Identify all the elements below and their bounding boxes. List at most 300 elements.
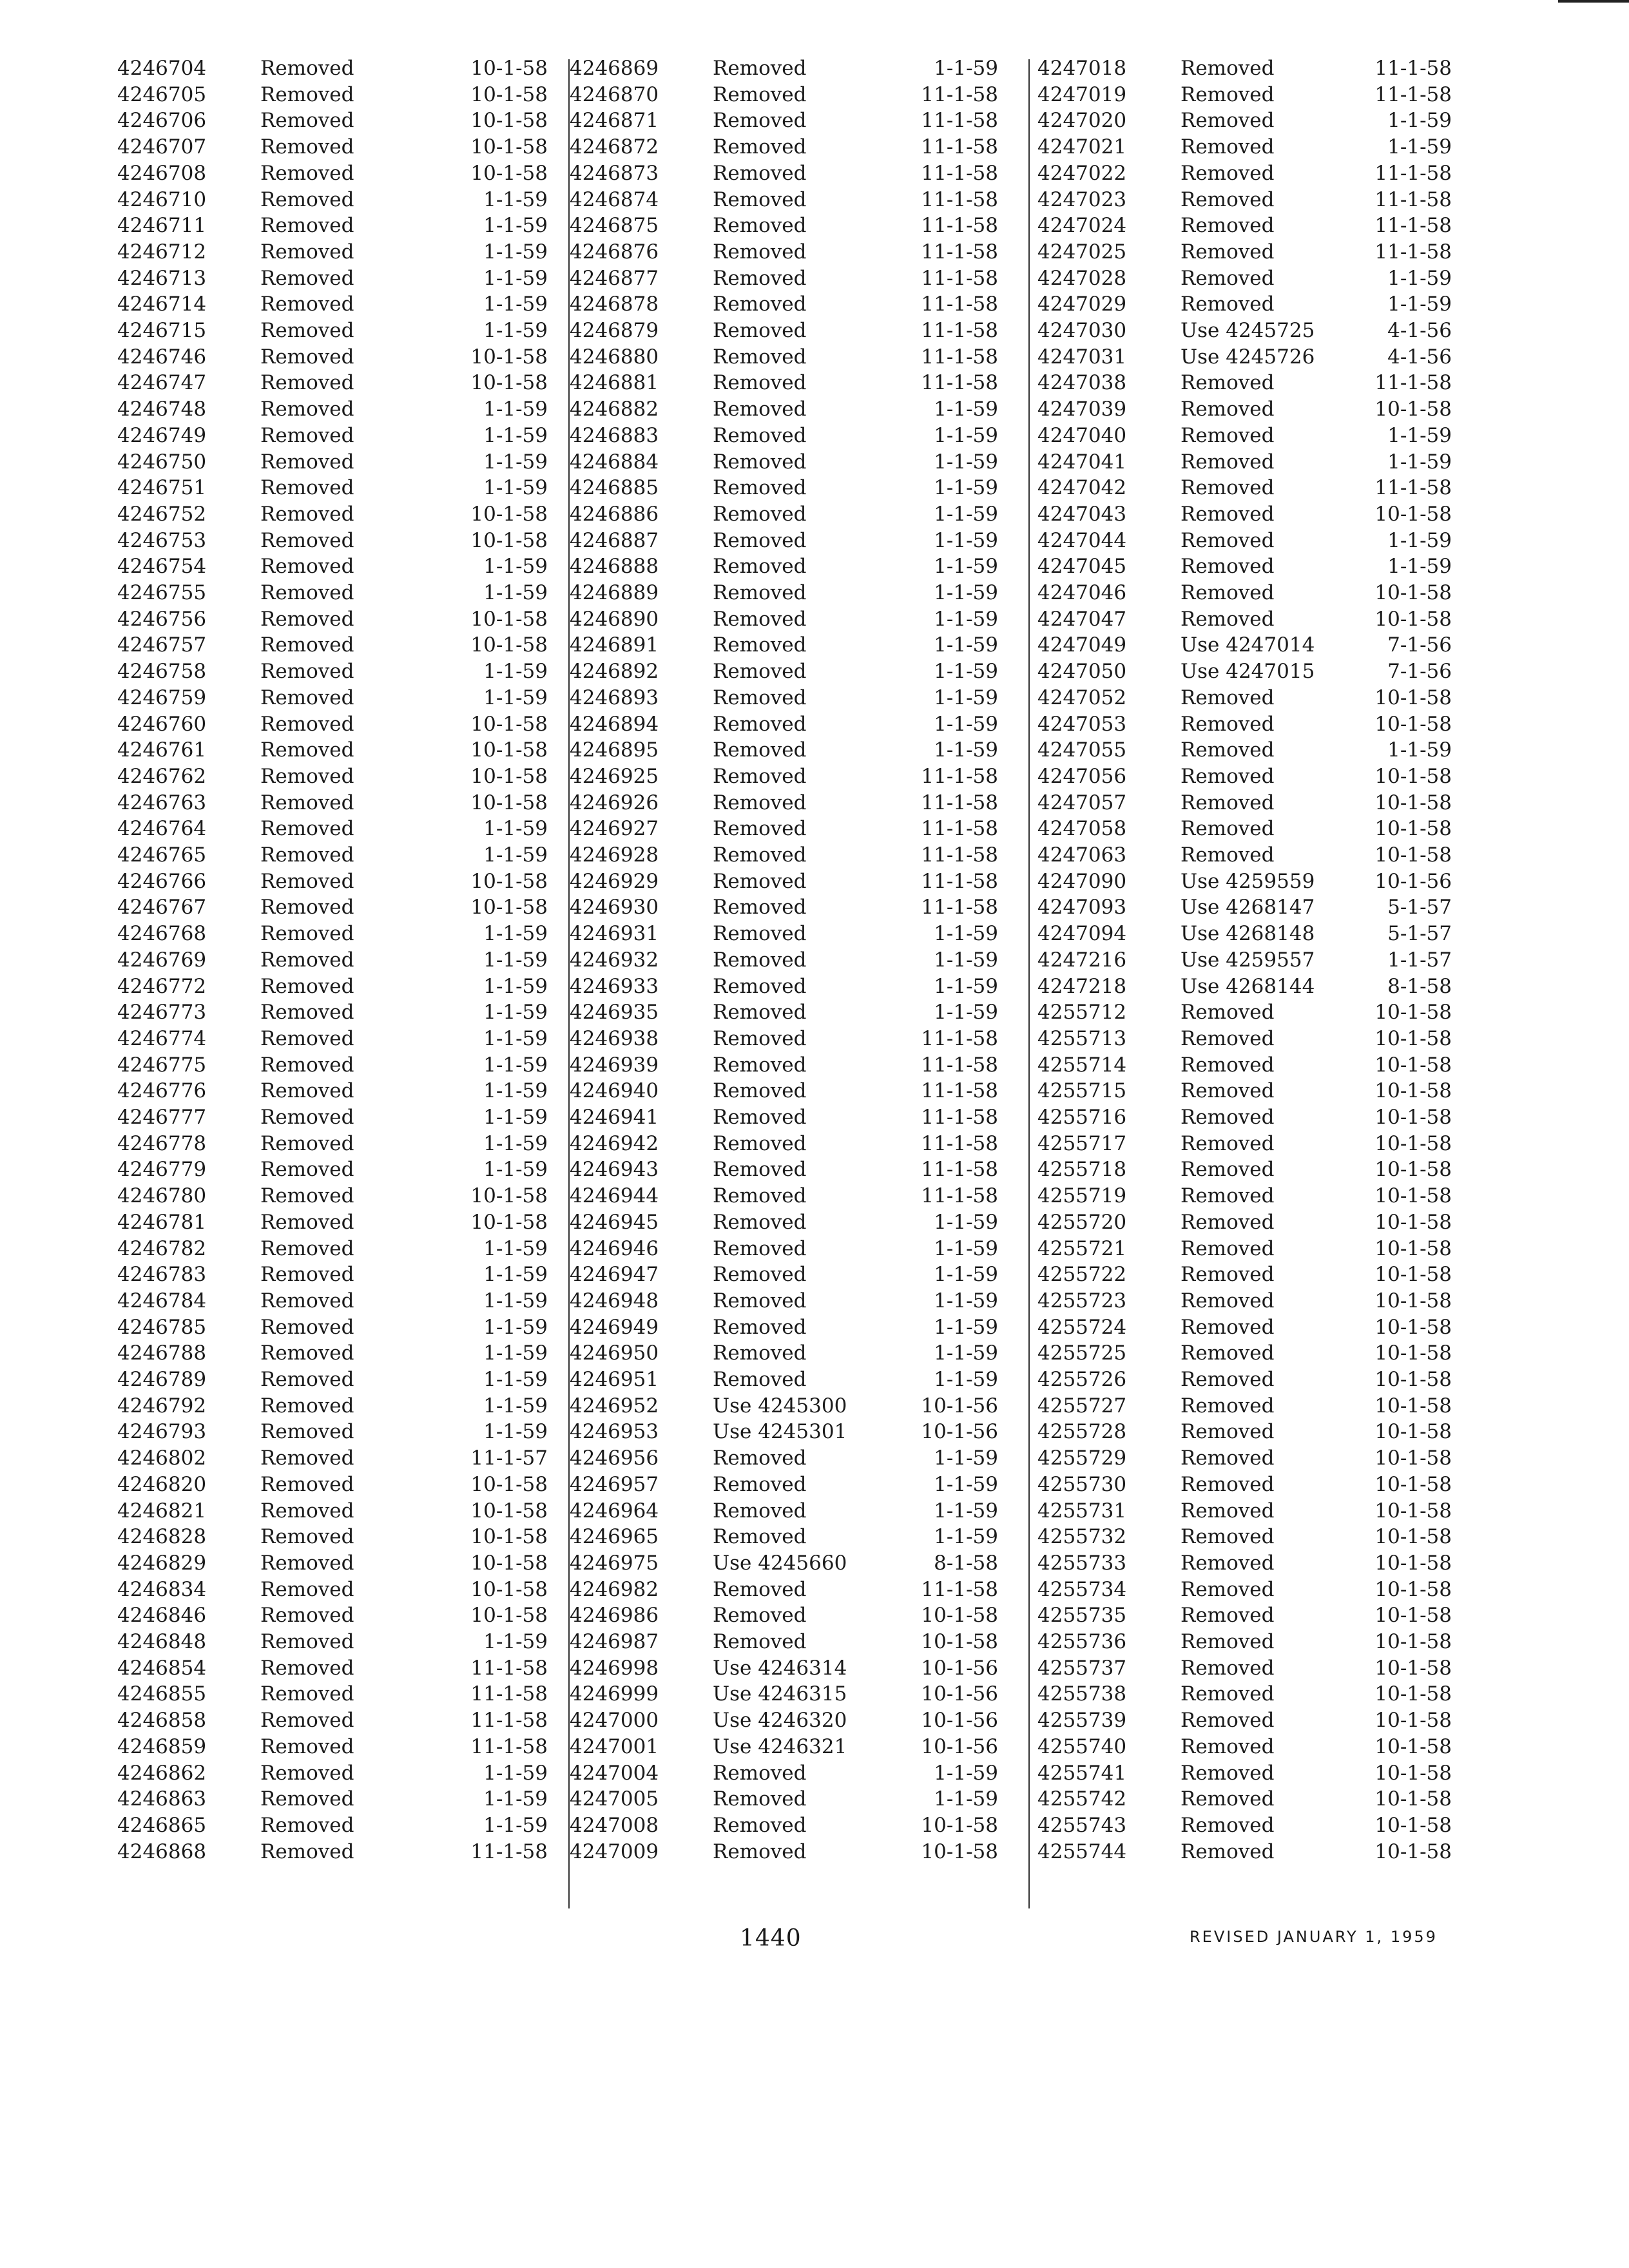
part-status: Removed: [1181, 1106, 1275, 1129]
status-date: 1-1-59: [1387, 266, 1452, 290]
part-status: Removed: [713, 1001, 807, 1024]
part-number: 4246848: [117, 1630, 207, 1653]
part-number: 4246879: [570, 319, 659, 342]
part-row: [570, 894, 998, 920]
part-number: 4246708: [117, 161, 207, 185]
part-row: [117, 711, 548, 737]
part-status: Removed: [713, 161, 807, 185]
part-number: 4246715: [117, 319, 207, 342]
part-row: [570, 1262, 998, 1287]
part-number: 4246834: [117, 1577, 207, 1601]
part-number: 4246858: [117, 1709, 207, 1733]
part-status: Removed: [260, 240, 354, 264]
part-status: Removed: [260, 1079, 354, 1103]
part-status: Removed: [713, 528, 807, 552]
status-date: 10-1-58: [1374, 1236, 1452, 1260]
part-row: [1037, 947, 1452, 973]
status-date: 1-1-59: [934, 528, 998, 552]
part-number: 4247052: [1037, 686, 1127, 709]
status-date: 11-1-58: [1374, 82, 1452, 106]
part-row: [570, 239, 998, 265]
status-date: 1-1-59: [483, 1131, 548, 1155]
part-number: 4246759: [117, 686, 207, 709]
status-date: 10-1-58: [1374, 1682, 1452, 1706]
part-row: [570, 1236, 998, 1262]
part-row: [1037, 632, 1452, 658]
part-row: [117, 1812, 548, 1838]
part-number: 4246878: [570, 293, 659, 316]
status-date: 10-1-58: [1374, 1709, 1452, 1733]
part-status: Removed: [713, 974, 807, 998]
part-number: 4246768: [117, 922, 207, 946]
part-row: [1037, 580, 1452, 606]
part-status: Removed: [260, 1787, 354, 1811]
part-status: Removed: [713, 1106, 807, 1129]
status-date: 11-1-58: [1374, 57, 1452, 80]
part-row: [570, 1209, 998, 1235]
part-number: 4246874: [570, 187, 659, 211]
part-row: [1037, 869, 1452, 894]
status-date: 1-1-59: [483, 1368, 548, 1391]
status-date: 11-1-58: [921, 371, 998, 395]
part-number: 4246758: [117, 660, 207, 684]
part-number: 4246886: [570, 502, 659, 526]
status-date: 1-1-59: [483, 1813, 548, 1837]
part-number: 4246952: [570, 1394, 659, 1418]
status-date: 1-1-59: [483, 974, 548, 998]
status-date: 10-1-56: [921, 1656, 998, 1680]
status-date: 11-1-58: [921, 266, 998, 290]
part-number: 4246755: [117, 581, 207, 604]
status-date: 1-1-59: [934, 502, 998, 526]
part-number: 4255727: [1037, 1394, 1127, 1418]
part-row: [117, 1262, 548, 1287]
status-date: 1-1-59: [934, 1236, 998, 1260]
part-number: 4246778: [117, 1131, 207, 1155]
part-row: [570, 947, 998, 973]
status-date: 11-1-58: [1374, 371, 1452, 395]
part-status: Removed: [1181, 502, 1275, 526]
part-status: Removed: [713, 1289, 807, 1312]
part-row: [117, 1419, 548, 1445]
part-row: [1037, 1367, 1452, 1392]
part-number: 4246870: [570, 82, 659, 106]
part-row: [117, 658, 548, 684]
status-date: 10-1-58: [1374, 1394, 1452, 1418]
part-number: 4247004: [570, 1761, 659, 1785]
part-number: 4246752: [117, 502, 207, 526]
part-row: [570, 1445, 998, 1471]
part-status: Removed: [260, 1184, 354, 1208]
part-number: 4246859: [117, 1735, 207, 1758]
part-row: [117, 1602, 548, 1628]
status-date: 10-1-58: [470, 1525, 548, 1549]
part-status: Removed: [260, 607, 354, 631]
part-row: [1037, 1760, 1452, 1786]
status-date: 10-1-58: [1374, 1053, 1452, 1077]
part-row: [1037, 606, 1452, 632]
part-row: [570, 1367, 998, 1392]
column-divider: [1028, 59, 1030, 1908]
part-row: [570, 1602, 998, 1628]
part-row: [1037, 1602, 1452, 1628]
status-date: 1-1-59: [483, 948, 548, 972]
part-row: [117, 737, 548, 763]
part-row: [570, 606, 998, 632]
part-row: [1037, 160, 1452, 186]
status-date: 10-1-56: [1374, 869, 1452, 893]
part-status: Removed: [1181, 1315, 1275, 1339]
part-row: [117, 1209, 548, 1235]
part-number: 4255721: [1037, 1236, 1127, 1260]
part-row: [1037, 318, 1452, 343]
part-row: [117, 344, 548, 370]
status-date: 10-1-58: [1374, 1630, 1452, 1653]
part-status: Removed: [1181, 1210, 1275, 1234]
part-number: 4246779: [117, 1158, 207, 1182]
part-number: 4247040: [1037, 423, 1127, 447]
part-number: 4246938: [570, 1026, 659, 1050]
status-date: 1-1-59: [934, 398, 998, 421]
status-date: 10-1-58: [1374, 1131, 1452, 1155]
part-row: [1037, 423, 1452, 448]
status-date: 10-1-58: [470, 1210, 548, 1234]
status-date: 10-1-58: [470, 345, 548, 369]
status-date: 11-1-58: [921, 791, 998, 814]
part-row: [570, 1524, 998, 1550]
part-status: Removed: [260, 1813, 354, 1837]
part-number: 4255715: [1037, 1079, 1127, 1103]
part-status: Removed: [1181, 398, 1275, 421]
part-number: 4247005: [570, 1787, 659, 1811]
part-row: [570, 580, 998, 606]
part-status: Use 4246320: [713, 1709, 847, 1733]
status-date: 11-1-58: [921, 1158, 998, 1182]
status-date: 1-1-59: [934, 581, 998, 604]
part-status: Removed: [260, 896, 354, 919]
part-status: Removed: [1181, 712, 1275, 736]
part-row: [570, 921, 998, 947]
status-date: 11-1-58: [921, 896, 998, 919]
part-row: [1037, 1498, 1452, 1524]
part-row: [1037, 790, 1452, 816]
status-date: 7-1-56: [1387, 633, 1452, 657]
status-date: 10-1-58: [1374, 817, 1452, 841]
part-status: Removed: [713, 345, 807, 369]
status-date: 1-1-59: [483, 817, 548, 841]
status-date: 1-1-59: [483, 660, 548, 684]
part-row: [117, 947, 548, 973]
part-status: Removed: [1181, 1289, 1275, 1312]
status-date: 1-1-59: [934, 1446, 998, 1470]
part-row: [1037, 475, 1452, 501]
part-number: 4246762: [117, 764, 207, 788]
status-date: 10-1-58: [470, 1184, 548, 1208]
part-status: Use 4246315: [713, 1682, 847, 1706]
status-date: 11-1-58: [921, 135, 998, 159]
part-row: [1037, 1026, 1452, 1052]
status-date: 10-1-58: [1374, 1263, 1452, 1287]
status-date: 11-1-58: [921, 1026, 998, 1050]
part-number: 4246957: [570, 1472, 659, 1496]
part-number: 4246953: [570, 1420, 659, 1444]
part-status: Removed: [1181, 1079, 1275, 1103]
part-number: 4247019: [1037, 82, 1127, 106]
status-date: 1-1-59: [1387, 423, 1452, 447]
status-date: 10-1-58: [1374, 1368, 1452, 1391]
status-date: 10-1-58: [1374, 1787, 1452, 1811]
status-date: 1-1-59: [934, 948, 998, 972]
part-number: 4246946: [570, 1236, 659, 1260]
part-row: [570, 1026, 998, 1052]
status-date: 10-1-58: [470, 791, 548, 814]
part-number: 4247094: [1037, 922, 1127, 946]
part-row: [1037, 1340, 1452, 1366]
part-number: 4246933: [570, 974, 659, 998]
status-date: 11-1-58: [470, 1682, 548, 1706]
part-number: 4246802: [117, 1446, 207, 1470]
part-row: [1037, 1157, 1452, 1182]
status-date: 1-1-59: [934, 922, 998, 946]
status-date: 10-1-58: [470, 764, 548, 788]
status-date: 1-1-59: [483, 1106, 548, 1129]
status-date: 1-1-59: [934, 450, 998, 474]
part-row: [570, 265, 998, 291]
status-date: 5-1-57: [1387, 896, 1452, 919]
part-number: 4246777: [117, 1106, 207, 1129]
part-number: 4246893: [570, 686, 659, 709]
part-row: [570, 842, 998, 868]
part-row: [570, 711, 998, 737]
part-status: Removed: [260, 57, 354, 80]
part-status: Removed: [1181, 555, 1275, 579]
part-number: 4246769: [117, 948, 207, 972]
part-row: [1037, 344, 1452, 370]
part-number: 4246714: [117, 293, 207, 316]
part-status: Removed: [260, 398, 354, 421]
part-status: Removed: [713, 581, 807, 604]
part-row: [1037, 1681, 1452, 1707]
part-row: [1037, 1078, 1452, 1104]
status-date: 10-1-58: [1374, 1499, 1452, 1523]
part-number: 4246772: [117, 974, 207, 998]
part-status: Use 4246314: [713, 1656, 847, 1680]
part-status: Removed: [713, 1263, 807, 1287]
status-date: 1-1-59: [934, 660, 998, 684]
status-date: 8-1-58: [1387, 974, 1452, 998]
part-row: [1037, 370, 1452, 396]
part-number: 4247039: [1037, 398, 1127, 421]
part-status: Removed: [260, 1682, 354, 1706]
status-date: 10-1-56: [921, 1394, 998, 1418]
part-number: 4255728: [1037, 1420, 1127, 1444]
part-status: Removed: [260, 345, 354, 369]
status-date: 10-1-58: [1374, 1813, 1452, 1837]
part-status: Removed: [260, 109, 354, 133]
status-date: 10-1-58: [1374, 1210, 1452, 1234]
status-date: 1-1-59: [483, 266, 548, 290]
status-date: 1-1-59: [483, 1394, 548, 1418]
part-status: Removed: [713, 948, 807, 972]
part-number: 4246939: [570, 1053, 659, 1077]
status-date: 4-1-56: [1387, 319, 1452, 342]
status-date: 11-1-58: [921, 1184, 998, 1208]
part-status: Removed: [713, 1787, 807, 1811]
status-date: 11-1-58: [921, 214, 998, 238]
part-status: Removed: [713, 1368, 807, 1391]
part-status: Removed: [260, 1315, 354, 1339]
part-status: Use 4245726: [1181, 345, 1315, 369]
status-date: 10-1-58: [1374, 1420, 1452, 1444]
part-status: Removed: [1181, 843, 1275, 867]
part-number: 4246884: [570, 450, 659, 474]
status-date: 1-1-59: [934, 1210, 998, 1234]
part-row: [570, 55, 998, 81]
status-date: 10-1-58: [470, 1577, 548, 1601]
status-date: 1-1-59: [934, 974, 998, 998]
part-row: [117, 974, 548, 999]
part-status: Removed: [260, 1604, 354, 1628]
status-date: 11-1-58: [470, 1709, 548, 1733]
part-row: [1037, 1734, 1452, 1760]
part-status: Removed: [260, 922, 354, 946]
part-number: 4247218: [1037, 974, 1127, 998]
status-date: 11-1-58: [921, 345, 998, 369]
part-status: Removed: [1181, 738, 1275, 762]
status-date: 10-1-58: [921, 1813, 998, 1837]
part-status: Removed: [713, 1472, 807, 1496]
part-status: Removed: [713, 398, 807, 421]
part-number: 4247046: [1037, 581, 1127, 604]
part-number: 4247042: [1037, 476, 1127, 500]
part-status: Removed: [260, 1840, 354, 1863]
part-status: Removed: [260, 791, 354, 814]
status-date: 1-1-57: [1387, 948, 1452, 972]
status-date: 10-1-56: [921, 1682, 998, 1706]
part-status: Use 4268144: [1181, 974, 1315, 998]
part-number: 4246927: [570, 817, 659, 841]
status-date: 10-1-58: [1374, 1604, 1452, 1628]
part-status: Removed: [1181, 135, 1275, 159]
part-number: 4246876: [570, 240, 659, 264]
part-number: 4246999: [570, 1682, 659, 1706]
part-status: Use 4247014: [1181, 633, 1315, 657]
status-date: 1-1-59: [934, 1525, 998, 1549]
part-number: 4247022: [1037, 161, 1127, 185]
part-row: [1037, 553, 1452, 579]
part-number: 4247029: [1037, 293, 1127, 316]
part-number: 4246773: [117, 1001, 207, 1024]
status-date: 1-1-59: [1387, 528, 1452, 552]
part-number: 4246855: [117, 1682, 207, 1706]
part-number: 4255712: [1037, 1001, 1127, 1024]
part-row: [1037, 1209, 1452, 1235]
part-row: [117, 1760, 548, 1786]
part-row: [117, 55, 548, 81]
status-date: 1-1-59: [483, 1761, 548, 1785]
part-status: Removed: [713, 423, 807, 447]
part-status: Removed: [1181, 57, 1275, 80]
part-row: [570, 423, 998, 448]
part-row: [570, 1288, 998, 1314]
status-date: 10-1-58: [921, 1630, 998, 1653]
part-row: [570, 1655, 998, 1681]
part-status: Removed: [1181, 1368, 1275, 1391]
part-number: 4246747: [117, 371, 207, 395]
part-row: [570, 1707, 998, 1733]
part-number: 4255722: [1037, 1263, 1127, 1287]
part-status: Removed: [713, 187, 807, 211]
part-status: Removed: [260, 1656, 354, 1680]
part-number: 4246760: [117, 712, 207, 736]
status-date: 10-1-58: [470, 135, 548, 159]
part-row: [117, 1681, 548, 1707]
part-status: Removed: [713, 1184, 807, 1208]
status-date: 10-1-58: [470, 1604, 548, 1628]
part-status: Removed: [713, 57, 807, 80]
part-row: [570, 213, 998, 238]
status-date: 11-1-58: [921, 240, 998, 264]
part-number: 4246929: [570, 869, 659, 893]
part-row: [1037, 1577, 1452, 1602]
status-date: 10-1-58: [1374, 1472, 1452, 1496]
part-row: [1037, 685, 1452, 711]
part-number: 4246947: [570, 1263, 659, 1287]
status-date: 1-1-59: [483, 319, 548, 342]
part-row: [1037, 1707, 1452, 1733]
part-number: 4255732: [1037, 1525, 1127, 1549]
part-row: [1037, 55, 1452, 81]
status-date: 1-1-59: [934, 1263, 998, 1287]
part-row: [570, 1839, 998, 1865]
part-status: Removed: [260, 293, 354, 316]
status-date: 1-1-59: [934, 555, 998, 579]
status-date: 1-1-59: [483, 423, 548, 447]
part-number: 4255741: [1037, 1761, 1127, 1785]
status-date: 11-1-58: [1374, 240, 1452, 264]
part-row: [117, 449, 548, 475]
part-row: [117, 370, 548, 396]
part-number: 4246776: [117, 1079, 207, 1103]
part-row: [117, 134, 548, 160]
status-date: 10-1-58: [1374, 712, 1452, 736]
part-status: Removed: [260, 1394, 354, 1418]
part-status: Removed: [713, 214, 807, 238]
part-number: 4247043: [1037, 502, 1127, 526]
part-row: [570, 632, 998, 658]
part-number: 4246873: [570, 161, 659, 185]
part-row: [1037, 1419, 1452, 1445]
part-status: Removed: [260, 1630, 354, 1653]
status-date: 11-1-58: [1374, 187, 1452, 211]
part-number: 4255716: [1037, 1106, 1127, 1129]
part-row: [117, 1183, 548, 1209]
part-number: 4246868: [117, 1840, 207, 1863]
part-status: Removed: [1181, 607, 1275, 631]
part-number: 4246863: [117, 1787, 207, 1811]
part-number: 4246986: [570, 1604, 659, 1628]
part-row: [117, 1236, 548, 1262]
status-date: 1-1-59: [1387, 555, 1452, 579]
part-row: [1037, 764, 1452, 789]
part-row: [117, 318, 548, 343]
status-date: 10-1-58: [1374, 1001, 1452, 1024]
part-status: Removed: [1181, 240, 1275, 264]
part-row: [570, 974, 998, 999]
part-number: 4246757: [117, 633, 207, 657]
part-row: [117, 1052, 548, 1078]
part-status: Removed: [260, 1499, 354, 1523]
